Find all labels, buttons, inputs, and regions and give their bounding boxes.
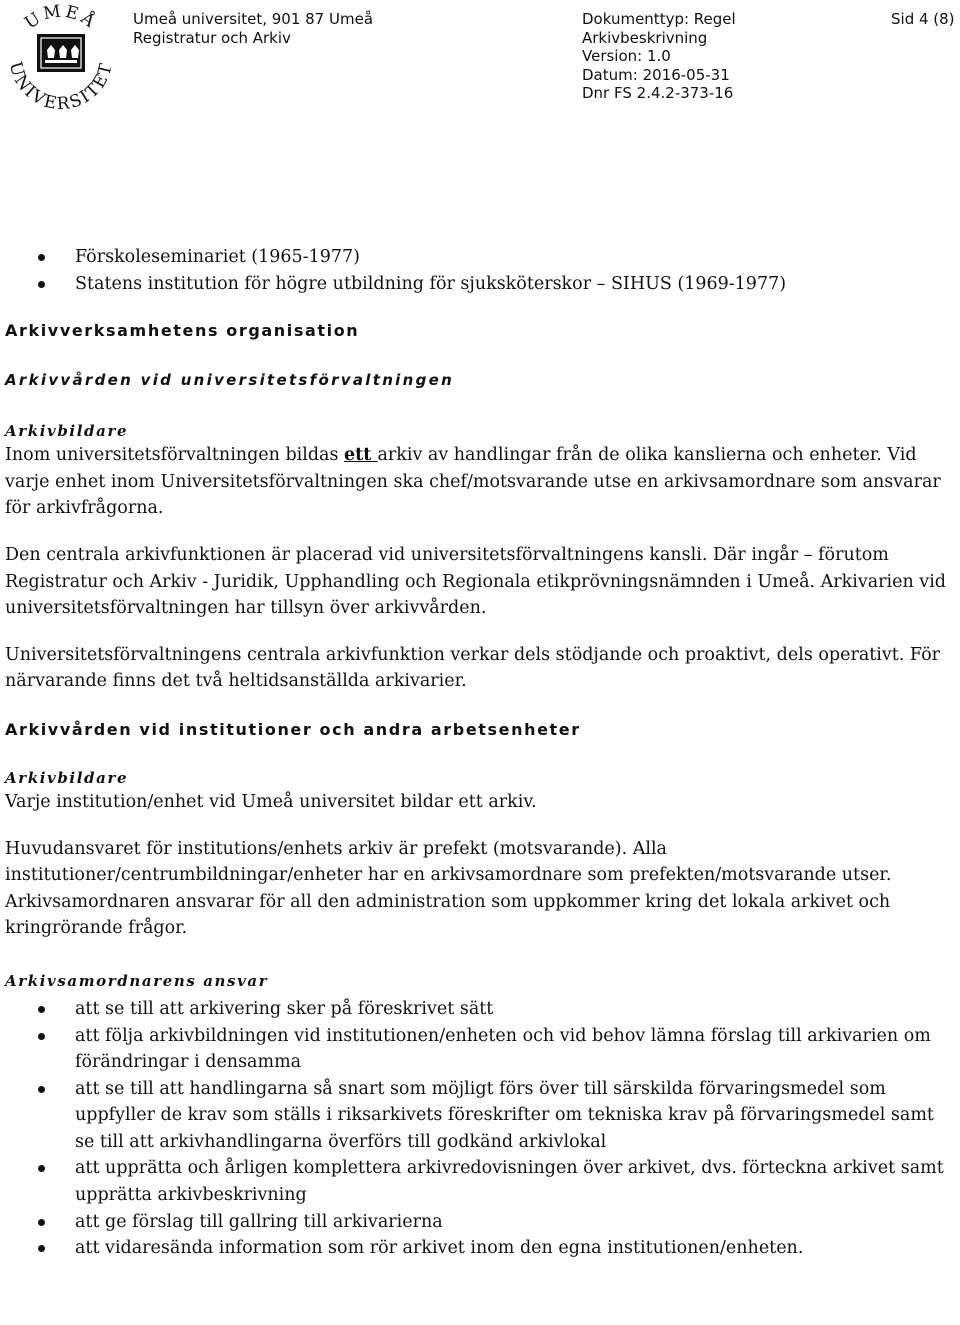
header-date: Datum: 2016-05-31	[582, 65, 730, 84]
header-organization	[133, 10, 373, 47]
document-body	[5, 244, 957, 1262]
list-item: att upprätta och årligen komplettera arkivredovisningen över arkivet, dvs. förteckna arkivet samt upprätta arkivbeskrivning	[5, 1155, 957, 1208]
bullet-icon	[38, 1219, 45, 1226]
subheading-university-administration: Arkivvården vid universitetsförvaltningen	[5, 371, 455, 390]
header-dnr: Dnr FS 2.4.2-373-16	[582, 84, 734, 102]
bullet-icon	[38, 281, 45, 288]
list-item: Statens institution för högre utbildning för sjuksköterskor – SIHUS (1969-1977)	[5, 271, 957, 298]
list-item: Förskoleseminariet (1965-1977)	[5, 244, 957, 271]
bullet-icon	[38, 254, 45, 261]
list-item: att se till att arkivering sker på föreskrivet sätt	[5, 996, 957, 1023]
page-header	[0, 0, 960, 120]
svg-text:UNIVERSITET: UNIVERSITET	[4, 59, 117, 115]
paragraph-archive-creator: Inom universitetsförvaltningen bildas ett arkiv av handlingar från de olika kanslierna och enheter. Vid varje enhet inom Universitetsförvaltningen ska chef/motsvarande utse en arkivsamordnare som ansvarar för arkivfrågorna.	[5, 445, 941, 519]
umea-university-seal-logo	[0, 0, 122, 122]
bullet-icon	[38, 1006, 45, 1013]
svg-text:UMEÅ: UMEÅ	[21, 1, 101, 34]
list-item: att vidaresända information som rör arkivet inom den egna institutionen/enheten.	[5, 1235, 957, 1262]
minor-heading-archive-creator: Arkivbildare	[5, 422, 129, 441]
underlined-word: ett	[344, 445, 378, 466]
bullet-icon	[38, 1165, 45, 1172]
section-heading-organization: Arkivverksamhetens organisation	[5, 321, 360, 341]
header-document-info	[582, 10, 736, 103]
responsibility-list	[5, 996, 957, 1262]
list-item: att ge förslag till gallring till arkivarierna	[5, 1209, 957, 1236]
header-version: Version: 1.0	[582, 47, 671, 65]
bullet-icon	[38, 1086, 45, 1093]
header-description: Arkivbeskrivning	[582, 28, 708, 47]
paragraph-main-responsibility: Huvudansvaret för institutions/enhets arkiv är prefekt (motsvarande). Alla institutioner/centrumbildningar/enheter har en arkivsamordnare som prefekten/motsvarande utser. Arkivsamordnaren ansvarar för all den administration som uppkommer kring det lokala arkivet och kringrörande frågor.	[5, 838, 892, 939]
bullet-icon	[38, 1245, 45, 1252]
minor-heading-archive-creator-2: Arkivbildare	[5, 768, 129, 787]
header-doctype: Dokumenttyp: Regel	[582, 10, 736, 28]
section-heading-institutions: Arkivvården vid institutioner och andra arbetsenheter	[5, 719, 581, 739]
paragraph-central-archive: Den centrala arkivfunktionen är placerad vid universitetsförvaltningens kansli. Där ingår – förutom Registratur och Arkiv - Juridik, Upphandling och Regionala etikprövningsnämnden i Umeå. Arkivarien vid universitetsförvaltningen har tillsyn över arkivvården.	[5, 544, 946, 619]
header-org-address: Umeå universitet, 901 87 Umeå	[133, 10, 374, 28]
top-bullet-list	[5, 244, 957, 297]
paragraph-archive-function: Universitetsförvaltningens centrala arkivfunktion verkar dels stödjande och proaktivt, dels operativt. För närvarande finns det två heltidsanställda arkivarier.	[5, 644, 941, 692]
header-org-department: Registratur och Arkiv	[133, 28, 291, 47]
header-page-number: Sid 4 (8)	[891, 10, 955, 28]
paragraph-institution-archive: Varje institution/enhet vid Umeå universitet bildar ett arkiv.	[5, 791, 537, 812]
minor-heading-coordinator-responsibility: Arkivsamordnarens ansvar	[5, 971, 269, 990]
list-item: att följa arkivbildningen vid institutionen/enheten och vid behov lämna förslag till arkivarien om förändringar i densamma	[5, 1023, 957, 1076]
list-item: att se till att handlingarna så snart som möjligt förs över till särskilda förvaringsmedel som uppfyller de krav som ställs i riksarkivets föreskrifter om tekniska krav på förvaringsmedel samt se till att arkivhandlingarna överförs till godkänd arkivlokal	[5, 1076, 957, 1156]
bullet-icon	[38, 1033, 45, 1040]
